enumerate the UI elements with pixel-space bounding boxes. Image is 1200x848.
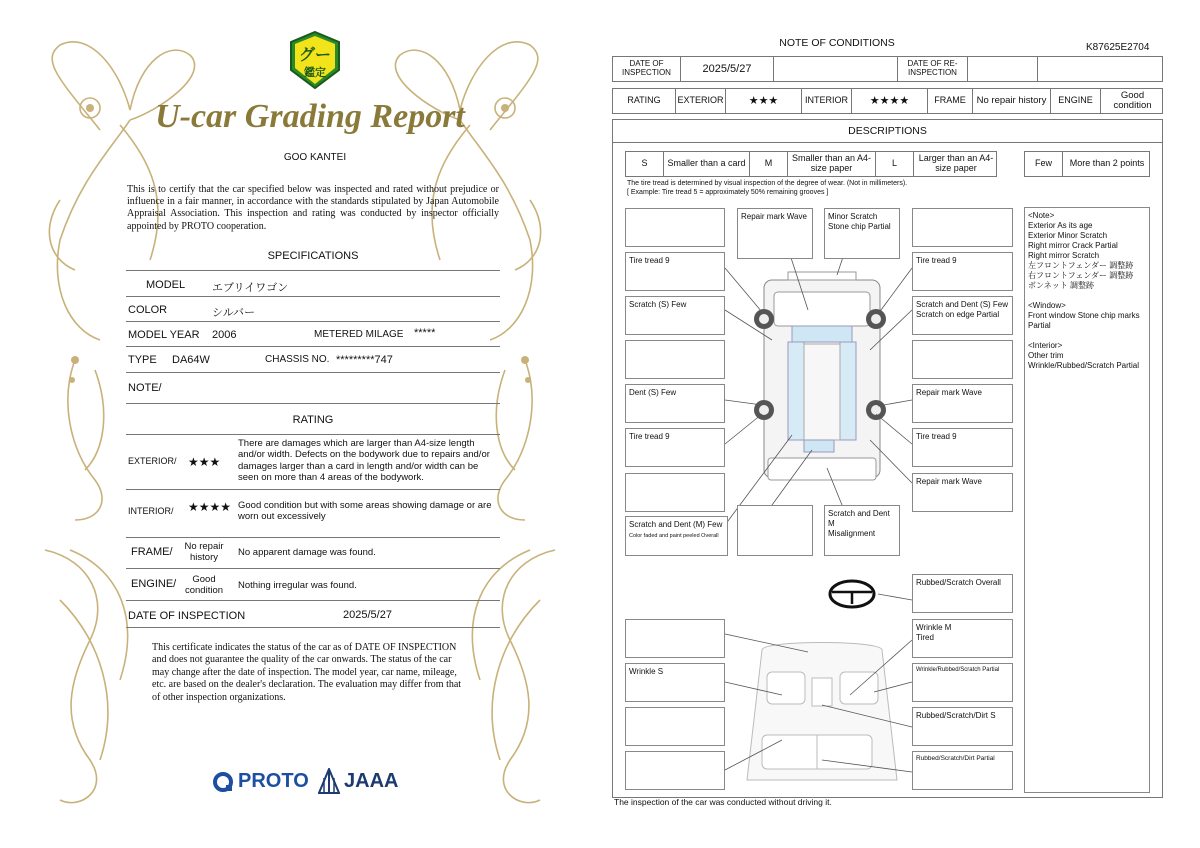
divider — [126, 434, 500, 435]
interior-description: Good condition but with some areas showing damage or are worn out excessively — [238, 500, 492, 523]
color-label: COLOR — [128, 304, 168, 316]
date-row — [612, 56, 1163, 82]
sheet-title: NOTE OF CONDITIONS — [779, 37, 895, 49]
certificate-title: U-car Grading Report — [155, 98, 465, 135]
legend-key: Few — [1025, 152, 1063, 176]
description-box-steering: Rubbed/Scratch Overall — [912, 574, 1013, 613]
badge-top-text: グー — [298, 45, 332, 64]
description-box-front: Minor Scratch Stone chip Partial — [824, 208, 900, 259]
divider — [126, 296, 500, 297]
rating-label: RATING — [613, 89, 676, 113]
metered-milage-label: METERED MILAGE — [314, 329, 404, 340]
description-text: Scratch and Dent (M) Few — [629, 520, 723, 529]
legend-key: M — [750, 152, 788, 176]
description-box — [912, 208, 1013, 247]
divider — [126, 270, 500, 271]
rating-row — [612, 88, 1163, 114]
legend-value: Larger than an A4-size paper — [918, 153, 994, 173]
tread-example: [ Example: Tire tread 5 = approximately 50% remaining grooves ] — [627, 189, 829, 196]
proto-logo-text: PROTO — [238, 770, 309, 792]
frame-value: No repair history — [973, 89, 1051, 113]
description-box-interior-wrs-partial: Wrinkle/Rubbed/Scratch Partial — [912, 663, 1013, 702]
badge-bottom-text: 鑑定 — [304, 66, 326, 79]
description-box — [912, 340, 1013, 379]
legend-key: L — [876, 152, 914, 176]
notes-box: <Note> Exterior As its age Exterior Minor Scratch Right mirror Crack Partial Right mirror Scratch 左フロントフェンダー 調整跡 右フロントフェンダー 調整跡 ボンネット 調整跡 <Window> Front window Stone chip marks Partial <Interior> Other trim Wrinkle/Rubbed/Scratch Partial — [1024, 207, 1150, 793]
model-year-label: MODEL YEAR — [128, 329, 200, 341]
divider — [126, 403, 500, 404]
chassis-label: CHASSIS NO. — [265, 354, 330, 365]
frame-value: No repair history — [184, 541, 224, 564]
model-label: MODEL — [146, 279, 186, 291]
interior-stars: ★★★★ — [852, 89, 928, 113]
engine-description: Nothing irregular was found. — [238, 580, 357, 591]
description-box-interior-wrinkle-s: Wrinkle S — [625, 663, 725, 702]
divider — [126, 489, 500, 490]
legend-value: More than 2 points — [1069, 158, 1145, 169]
reference-number: K87625E2704 — [1086, 42, 1150, 53]
engine-value: Good condition — [184, 574, 224, 597]
size-legend — [625, 151, 997, 177]
date-of-inspection-value: 2025/5/27 — [681, 57, 774, 81]
rating-heading: RATING — [292, 414, 334, 426]
date-of-inspection-label: DATE OF INSPECTION — [128, 610, 246, 622]
description-box — [625, 619, 725, 658]
description-box-right-repair: Repair mark Wave — [912, 384, 1013, 423]
exterior-stars: ★★★ — [188, 455, 221, 469]
proto-logo-icon — [212, 771, 234, 793]
divider — [126, 346, 500, 347]
description-box-right-scratch: Scratch and Dent (S) Few Scratch on edge Partial — [912, 296, 1013, 335]
description-box — [625, 473, 725, 512]
frame-label: FRAME/ — [131, 546, 173, 558]
divider — [126, 321, 500, 322]
exterior-label: EXTERIOR/ — [128, 456, 177, 466]
steering-wheel-icon — [830, 581, 874, 607]
description-subtext: Color faded and paint peeled Overall — [629, 533, 719, 539]
model-value: エブリイワゴン — [212, 282, 289, 294]
empty-cell — [774, 57, 898, 81]
description-box-right-front-tire: Tire tread 9 — [912, 252, 1013, 291]
type-value: DA64W — [172, 354, 210, 366]
divider — [126, 568, 500, 569]
exterior-description: There are damages which are larger than A4-size length and/or width. Defects on the bodywork due to repairs and/or damages larger than a card in length and/or width can be seen on more than 4 areas of the bodywork. — [238, 438, 490, 484]
description-box-right-rear-tire: Tire tread 9 — [912, 428, 1013, 467]
engine-label: ENGINE — [1051, 89, 1101, 113]
divider — [126, 600, 500, 601]
description-box-interior-wrinkle-m: Wrinkle M Tired — [912, 619, 1013, 658]
description-box-rear: Scratch and Dent M Misalignment — [824, 505, 900, 556]
tread-note: The tire tread is determined by visual inspection of the degree of wear. (Not in millimeters). — [627, 180, 908, 187]
description-box-interior-rsd-partial: Rubbed/Scratch/Dirt Partial — [912, 751, 1013, 790]
chassis-value: *********747 — [336, 354, 393, 366]
legend-value: Smaller than an A4-size paper — [788, 152, 876, 176]
metered-milage-value: ***** — [414, 327, 436, 339]
certificate-subtitle: GOO KANTEI — [283, 152, 347, 163]
engine-value: Good condition — [1113, 89, 1152, 111]
description-box-left-front-tire: Tire tread 9 — [625, 252, 725, 291]
date-of-inspection-value: 2025/5/27 — [343, 609, 392, 621]
specifications-heading: SPECIFICATIONS — [267, 250, 359, 262]
description-box-left-dent: Dent (S) Few — [625, 384, 725, 423]
legend-key: S — [626, 152, 664, 176]
description-box-left-rear-tire: Tire tread 9 — [625, 428, 725, 467]
color-value: シルバー — [212, 307, 255, 319]
divider — [126, 627, 500, 628]
date-of-inspection-label: DATE OF INSPECTION — [613, 57, 681, 81]
note-label: NOTE/ — [128, 382, 162, 394]
model-year-value: 2006 — [212, 329, 237, 341]
description-box-right-repair-2: Repair mark Wave — [912, 473, 1013, 512]
description-box — [625, 340, 725, 379]
jaaa-logo — [318, 768, 398, 794]
divider — [126, 537, 500, 538]
divider — [126, 372, 500, 373]
interior-label: INTERIOR — [802, 89, 852, 113]
frame-label: FRAME — [928, 89, 973, 113]
jaaa-logo-icon — [318, 768, 340, 794]
exterior-stars: ★★★ — [726, 89, 802, 113]
goo-kantei-badge-icon — [287, 30, 343, 90]
legend-value: Smaller than a card — [664, 152, 750, 176]
few-legend — [1024, 151, 1150, 177]
exterior-label: EXTERIOR — [676, 89, 726, 113]
description-box-rear-left — [625, 516, 728, 556]
certificate-footer: This certificate indicates the status of the car as of DATE OF INSPECTION and does not guarantee the quality of the car onwards. The status of the car may change after the date of inspection. The model year, car name, mileage, etc. are based on the dealer's declaration. The evaluation may differ from that of other inspection organizations. — [152, 642, 462, 703]
frame-description: No apparent damage was found. — [238, 547, 376, 558]
type-label: TYPE — [128, 354, 157, 366]
jaaa-logo-text: JAAA — [344, 769, 399, 792]
description-box — [625, 751, 725, 790]
description-box-interior-rsd-s: Rubbed/Scratch/Dirt S — [912, 707, 1013, 746]
date-of-reinspection-label: DATE OF RE-INSPECTION — [898, 57, 968, 81]
description-box — [625, 707, 725, 746]
interior-stars: ★★★★ — [188, 500, 232, 514]
description-box — [737, 505, 813, 556]
empty-cell — [968, 57, 1038, 81]
proto-logo — [212, 770, 309, 793]
descriptions-heading: DESCRIPTIONS — [612, 119, 1163, 143]
sheet-footer: The inspection of the car was conducted without driving it. — [614, 797, 832, 807]
description-box-left-scratch: Scratch (S) Few — [625, 296, 725, 335]
empty-cell — [1038, 57, 1164, 81]
car-interior-icon — [747, 643, 897, 781]
engine-label: ENGINE/ — [131, 578, 177, 590]
description-box — [625, 208, 725, 247]
interior-label: INTERIOR/ — [128, 506, 174, 516]
description-box-front-left: Repair mark Wave — [737, 208, 813, 259]
certificate-intro: This is to certify that the car specified below was inspected and rated without prejudice or influence in a fair manner, in accordance with the standards stipulated by Japan Automobile Appraisal Association. This inspection and rating was conducted by inspector officially appointed by PROTO cooperation. — [127, 184, 499, 232]
